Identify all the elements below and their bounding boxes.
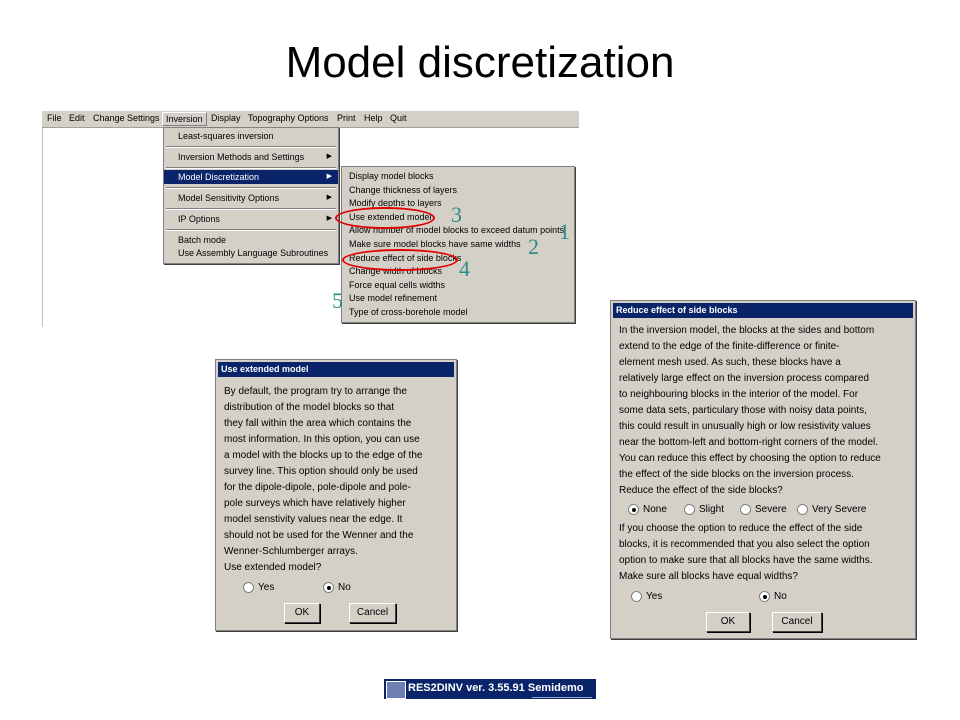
menu-item-use-extended-model[interactable]: Use extended model — [349, 212, 432, 222]
text-line: the effect of the side blocks on the inversion process. — [619, 469, 854, 480]
menu-item-reduce-side-blocks[interactable]: Reduce effect of side blocks — [349, 253, 462, 263]
menu-print[interactable]: Print — [337, 113, 356, 123]
text-line: Wenner-Schlumberger arrays. — [224, 546, 358, 557]
app-logo-icon — [386, 681, 406, 699]
highlight-ellipse-extended — [335, 207, 435, 229]
dialog-text-2 — [619, 521, 915, 585]
radio-icon[interactable] — [631, 591, 642, 602]
inversion-dropdown — [163, 127, 339, 264]
radio-no[interactable]: No — [323, 582, 351, 593]
radio-no[interactable]: No — [759, 591, 787, 602]
text-line: near the bottom-left and bottom-right corners of the model. — [619, 437, 879, 448]
menu-separator — [166, 229, 336, 231]
menu-item-inversion-methods[interactable]: Inversion Methods and Settings ▶ — [178, 152, 332, 162]
cancel-button[interactable]: Cancel — [349, 603, 396, 623]
menu-item-batch-mode[interactable]: Batch mode — [178, 235, 227, 245]
menu-topography-options[interactable]: Topography Options — [248, 113, 329, 123]
text-line: pole surveys which have relatively higher — [224, 498, 406, 509]
menu-item-ip-options[interactable]: IP Options ▶ — [178, 214, 332, 224]
text-line: model senstivity values near the edge. It — [224, 514, 403, 525]
annotation-number: 2 — [528, 234, 539, 259]
highlight-ellipse-side-blocks — [342, 249, 458, 271]
text-line: If you choose the option to reduce the effect of the side — [619, 523, 863, 534]
text-line: survey line. This option should only be used — [224, 466, 418, 477]
version-text: RES2DINV ver. 3.55.91 Semidemo — [408, 682, 584, 694]
submenu-arrow-icon: ▶ — [326, 173, 332, 180]
radio-checked-icon[interactable] — [323, 582, 334, 593]
menu-bar — [42, 111, 579, 128]
badge-underline — [532, 697, 592, 698]
text-line: In the inversion model, the blocks at the sides and bottom — [619, 325, 875, 336]
text-line: should not be used for the Wenner and the — [224, 530, 414, 541]
menu-item-same-widths[interactable]: Make sure model blocks have same widths — [349, 239, 521, 249]
radio-none[interactable]: None — [628, 504, 667, 515]
menu-separator — [166, 187, 336, 189]
text-line: for the dipole-dipole, pole-dipole and pole- — [224, 482, 411, 493]
annotation-number: 5 — [332, 288, 343, 313]
annotation-number: 3 — [451, 202, 462, 227]
window-border — [42, 126, 43, 327]
annotation-number: 1 — [559, 219, 570, 244]
menu-item-display-model-blocks[interactable]: Display model blocks — [349, 171, 434, 181]
submenu-arrow-icon: ▶ — [326, 153, 332, 160]
dialog-text — [224, 384, 454, 576]
text-line: blocks, it is recommended that you also select the option — [619, 539, 870, 550]
text-line: extend to the edge of the finite-difference or finite- — [619, 341, 840, 352]
text-line: to neighbouring blocks in the interior of the model. For — [619, 389, 859, 400]
discretization-submenu — [341, 166, 575, 323]
menu-item-model-sensitivity[interactable]: Model Sensitivity Options ▶ — [178, 193, 332, 203]
menu-quit[interactable]: Quit — [390, 113, 407, 123]
text-line: a model with the blocks up to the edge of the — [224, 450, 423, 461]
menu-change-settings[interactable]: Change Settings — [93, 113, 160, 123]
radio-yes[interactable]: Yes — [631, 591, 662, 602]
text-line: distribution of the model blocks so that — [224, 402, 395, 413]
menu-edit[interactable]: Edit — [69, 113, 85, 123]
text-line: they fall within the area which contains the — [224, 418, 412, 429]
menu-help[interactable]: Help — [364, 113, 383, 123]
version-badge — [384, 679, 596, 699]
menu-item-force-equal-widths[interactable]: Force equal cells widths — [349, 280, 446, 290]
submenu-arrow-icon: ▶ — [326, 215, 332, 222]
radio-icon[interactable] — [243, 582, 254, 593]
menu-item-change-thickness[interactable]: Change thickness of layers — [349, 185, 458, 195]
menu-item-model-discretization[interactable]: Model Discretization ▶ — [164, 170, 338, 184]
radio-checked-icon[interactable] — [759, 591, 770, 602]
radio-very-severe[interactable]: Very Severe — [797, 504, 866, 515]
menu-file[interactable]: File — [47, 113, 62, 123]
text-line: most information. In this option, you can use — [224, 434, 420, 445]
ok-button[interactable]: OK — [284, 603, 320, 623]
cancel-button[interactable]: Cancel — [772, 612, 822, 632]
dialog-question: Use extended model? — [224, 562, 322, 573]
dialog-title: Use extended model — [218, 362, 454, 377]
extended-model-dialog — [215, 359, 457, 631]
menu-display[interactable]: Display — [211, 113, 241, 123]
text-line: this could result in unusually high or low resistivity values — [619, 421, 871, 432]
annotation-number: 4 — [459, 256, 470, 281]
radio-icon[interactable] — [684, 504, 695, 515]
menu-item-least-squares[interactable]: Least-squares inversion — [178, 131, 274, 141]
menu-item-change-width[interactable]: Change width of blocks — [349, 266, 443, 276]
radio-severe[interactable]: Severe — [740, 504, 787, 515]
text-line: some data sets, particulary those with noisy data points, — [619, 405, 867, 416]
menu-item-cross-borehole[interactable]: Type of cross-borehole model — [349, 307, 468, 317]
text-line: By default, the program try to arrange the — [224, 386, 407, 397]
menu-item-modify-depths[interactable]: Modify depths to layers — [349, 198, 442, 208]
menu-separator — [166, 208, 336, 210]
side-blocks-dialog — [610, 300, 916, 639]
text-line: element mesh used. As such, these blocks have a — [619, 357, 841, 368]
menu-inversion[interactable]: Inversion — [162, 112, 207, 126]
menu-item-assembly-subroutines[interactable]: Use Assembly Language Subroutines — [178, 248, 329, 258]
radio-slight[interactable]: Slight — [684, 504, 724, 515]
text-line: You can reduce this effect by choosing the option to reduce — [619, 453, 881, 464]
menu-item-model-refinement[interactable]: Use model refinement — [349, 293, 438, 303]
radio-icon[interactable] — [740, 504, 751, 515]
ok-button[interactable]: OK — [706, 612, 750, 632]
menu-separator — [166, 167, 336, 169]
radio-checked-icon[interactable] — [628, 504, 639, 515]
submenu-arrow-icon: ▶ — [326, 194, 332, 201]
menu-separator — [166, 146, 336, 148]
text-line: relatively large effect on the inversion process compared — [619, 373, 869, 384]
dialog-title: Reduce effect of side blocks — [613, 303, 913, 318]
radio-yes[interactable]: Yes — [243, 582, 274, 593]
dialog-question: Make sure all blocks have equal widths? — [619, 571, 798, 582]
dialog-question: Reduce the effect of the side blocks? — [619, 485, 783, 496]
dialog-text — [619, 323, 915, 499]
text-line: option to make sure that all blocks have the same widths. — [619, 555, 873, 566]
radio-icon[interactable] — [797, 504, 808, 515]
menu-item-allow-blocks-exceed[interactable]: Allow number of model blocks to exceed datum points — [349, 225, 565, 235]
slide-title: Model discretization — [285, 38, 675, 87]
